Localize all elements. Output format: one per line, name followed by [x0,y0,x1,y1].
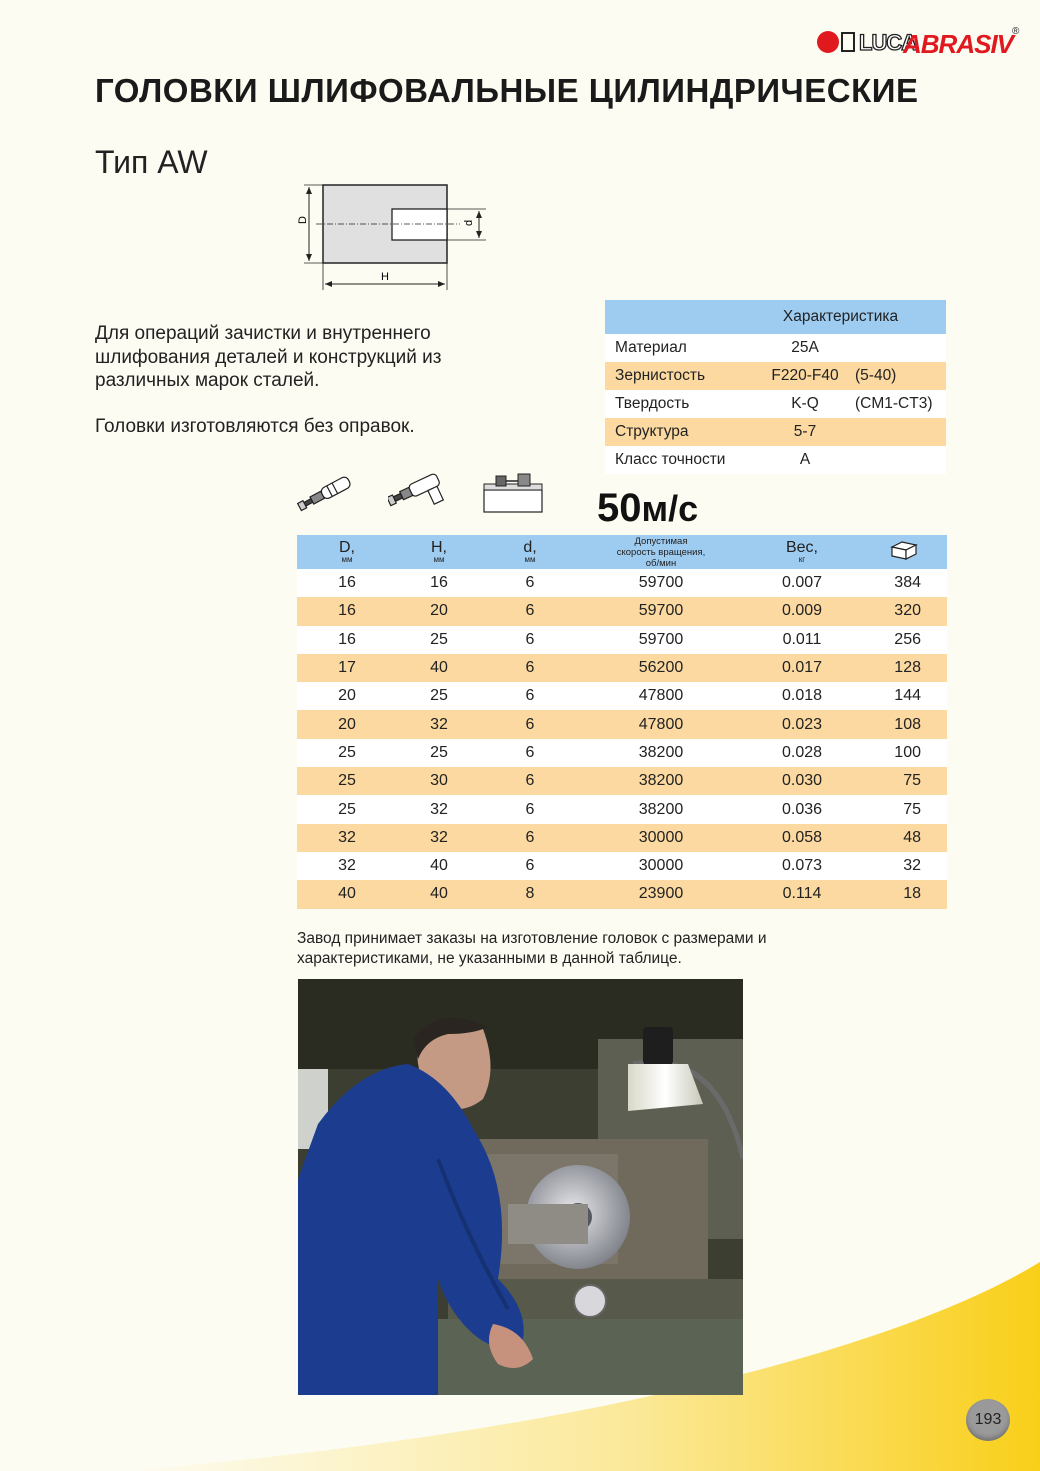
char-value: 25A [765,334,845,362]
cell-pack-qty: 384 [861,569,947,597]
cell-D: 16 [297,569,397,597]
char-key: Структура [605,418,765,446]
custom-order-note: Завод принимает заказы на изготовление головок с размерами и характеристиками, не указанными в данной таблице. [297,930,767,967]
col-header-D: D, мм [297,535,397,569]
cell-max-speed: 30000 [579,852,743,880]
char-key: Класс точности [605,446,765,474]
col-header-max-speed: Допустимая скорость вращения, об/мин [579,535,743,569]
cell-H: 32 [397,824,481,852]
cell-d: 6 [481,569,579,597]
table-row [297,824,947,852]
cell-H: 16 [397,569,481,597]
char-extra [845,334,946,362]
cell-max-speed: 38200 [579,767,743,795]
cell-pack-qty: 108 [861,710,947,738]
cell-H: 25 [397,739,481,767]
package-box-icon [889,539,919,561]
label-d: d [463,219,475,226]
table-row [297,682,947,710]
cell-D: 16 [297,597,397,625]
char-value: A [765,446,845,474]
logo-circle-icon [817,31,839,53]
logo-registered-mark: ® [1012,26,1020,37]
cell-d: 6 [481,654,579,682]
cell-H: 20 [397,597,481,625]
cell-H: 40 [397,654,481,682]
cell-D: 40 [297,880,397,908]
cell-max-speed: 30000 [579,824,743,852]
cell-max-speed: 47800 [579,682,743,710]
cell-pack-qty: 48 [861,824,947,852]
cell-d: 6 [481,626,579,654]
cell-D: 20 [297,682,397,710]
cell-max-speed: 47800 [579,710,743,738]
cell-H: 25 [397,626,481,654]
char-extra: (5-40) [845,362,946,390]
logo-text-abrasiv: ABRASIV [903,29,1014,59]
cell-max-speed: 59700 [579,626,743,654]
cell-pack-qty: 100 [861,739,947,767]
cell-max-speed: 38200 [579,739,743,767]
cell-D: 16 [297,626,397,654]
cell-D: 17 [297,654,397,682]
cell-d: 6 [481,597,579,625]
char-extra [845,418,946,446]
cell-d: 6 [481,824,579,852]
cell-D: 25 [297,795,397,823]
cell-pack-qty: 32 [861,852,947,880]
char-extra: (CM1-CT3) [845,390,946,418]
table-row [605,390,946,418]
table-row [605,362,946,390]
col-header-d: d, мм [481,535,579,569]
cell-weight: 0.073 [743,852,861,880]
straight-grinder-icon [296,470,356,516]
cell-weight: 0.028 [743,739,861,767]
table-row [605,334,946,362]
cell-H: 30 [397,767,481,795]
char-key: Твердость [605,390,765,418]
cell-weight: 0.058 [743,824,861,852]
cell-D: 32 [297,852,397,880]
cell-pack-qty: 75 [861,795,947,823]
table-row [297,880,947,908]
cell-H: 32 [397,710,481,738]
cell-weight: 0.018 [743,682,861,710]
type-label: Тип AW [95,144,208,180]
cell-pack-qty: 128 [861,654,947,682]
cell-d: 6 [481,767,579,795]
dimensions-table [297,535,947,909]
page-number: 193 [966,1399,1010,1441]
table-row [297,739,947,767]
cell-d: 8 [481,880,579,908]
char-extra [845,446,946,474]
table-header-row [297,535,947,569]
angle-grinder-icon [388,470,448,516]
char-key: Материал [605,334,765,362]
table-row [297,597,947,625]
cell-D: 25 [297,739,397,767]
cell-D: 32 [297,824,397,852]
char-value: K-Q [765,390,845,418]
cell-max-speed: 38200 [579,795,743,823]
cell-pack-qty: 320 [861,597,947,625]
col-header-weight: Вес, кг [743,535,861,569]
cell-max-speed: 23900 [579,880,743,908]
cell-weight: 0.030 [743,767,861,795]
label-H: H [381,271,389,283]
page-title: ГОЛОВКИ ШЛИФОВАЛЬНЫЕ ЦИЛИНДРИЧЕСКИЕ [95,72,919,109]
logo-text-luca: LUCA [859,30,917,55]
cell-weight: 0.023 [743,710,861,738]
cell-H: 40 [397,852,481,880]
dimensions-table-body [297,569,947,909]
table-row [605,418,946,446]
note-no-mandrel: Головки изготовляются без оправок. [95,416,415,437]
col-header-pack-qty [861,535,947,569]
table-row [297,795,947,823]
cell-max-speed: 56200 [579,654,743,682]
table-row [297,852,947,880]
speed-unit: м/с [641,488,699,529]
description: Для операций зачистки и внутреннего шлифования деталей и конструкций из различных марок сталей. [95,323,442,391]
cell-D: 20 [297,710,397,738]
char-key: Зернистость [605,362,765,390]
cell-pack-qty: 256 [861,626,947,654]
brand-logo [817,28,1022,58]
workshop-photo [298,979,743,1395]
cell-d: 6 [481,739,579,767]
cell-weight: 0.017 [743,654,861,682]
speed-value: 50 [597,486,642,530]
dimension-drawing [290,178,500,298]
cell-H: 25 [397,682,481,710]
cell-pack-qty: 18 [861,880,947,908]
cell-weight: 0.007 [743,569,861,597]
characteristics-header-row [605,300,946,334]
table-row [297,569,947,597]
bore-hole [392,209,447,240]
cell-weight: 0.009 [743,597,861,625]
cell-d: 6 [481,795,579,823]
char-value: F220-F40 [765,362,845,390]
cell-H: 32 [397,795,481,823]
cell-D: 25 [297,767,397,795]
cell-weight: 0.114 [743,880,861,908]
cell-d: 6 [481,682,579,710]
cell-weight: 0.036 [743,795,861,823]
cell-H: 40 [397,880,481,908]
cell-max-speed: 59700 [579,597,743,625]
char-value: 5-7 [765,418,845,446]
table-row [297,767,947,795]
col-header-H: H, мм [397,535,481,569]
cell-d: 6 [481,710,579,738]
table-row [297,626,947,654]
label-D: D [297,216,309,224]
peripheral-speed [597,486,698,531]
table-row [297,654,947,682]
characteristics-table [605,300,946,474]
table-row [605,446,946,474]
cell-max-speed: 59700 [579,569,743,597]
cell-d: 6 [481,852,579,880]
cell-pack-qty: 75 [861,767,947,795]
machine-tool-icon [482,470,546,516]
logo-box-icon [841,32,855,52]
characteristics-header: Характеристика [605,300,946,334]
cell-pack-qty: 144 [861,682,947,710]
table-row [297,710,947,738]
cell-weight: 0.011 [743,626,861,654]
